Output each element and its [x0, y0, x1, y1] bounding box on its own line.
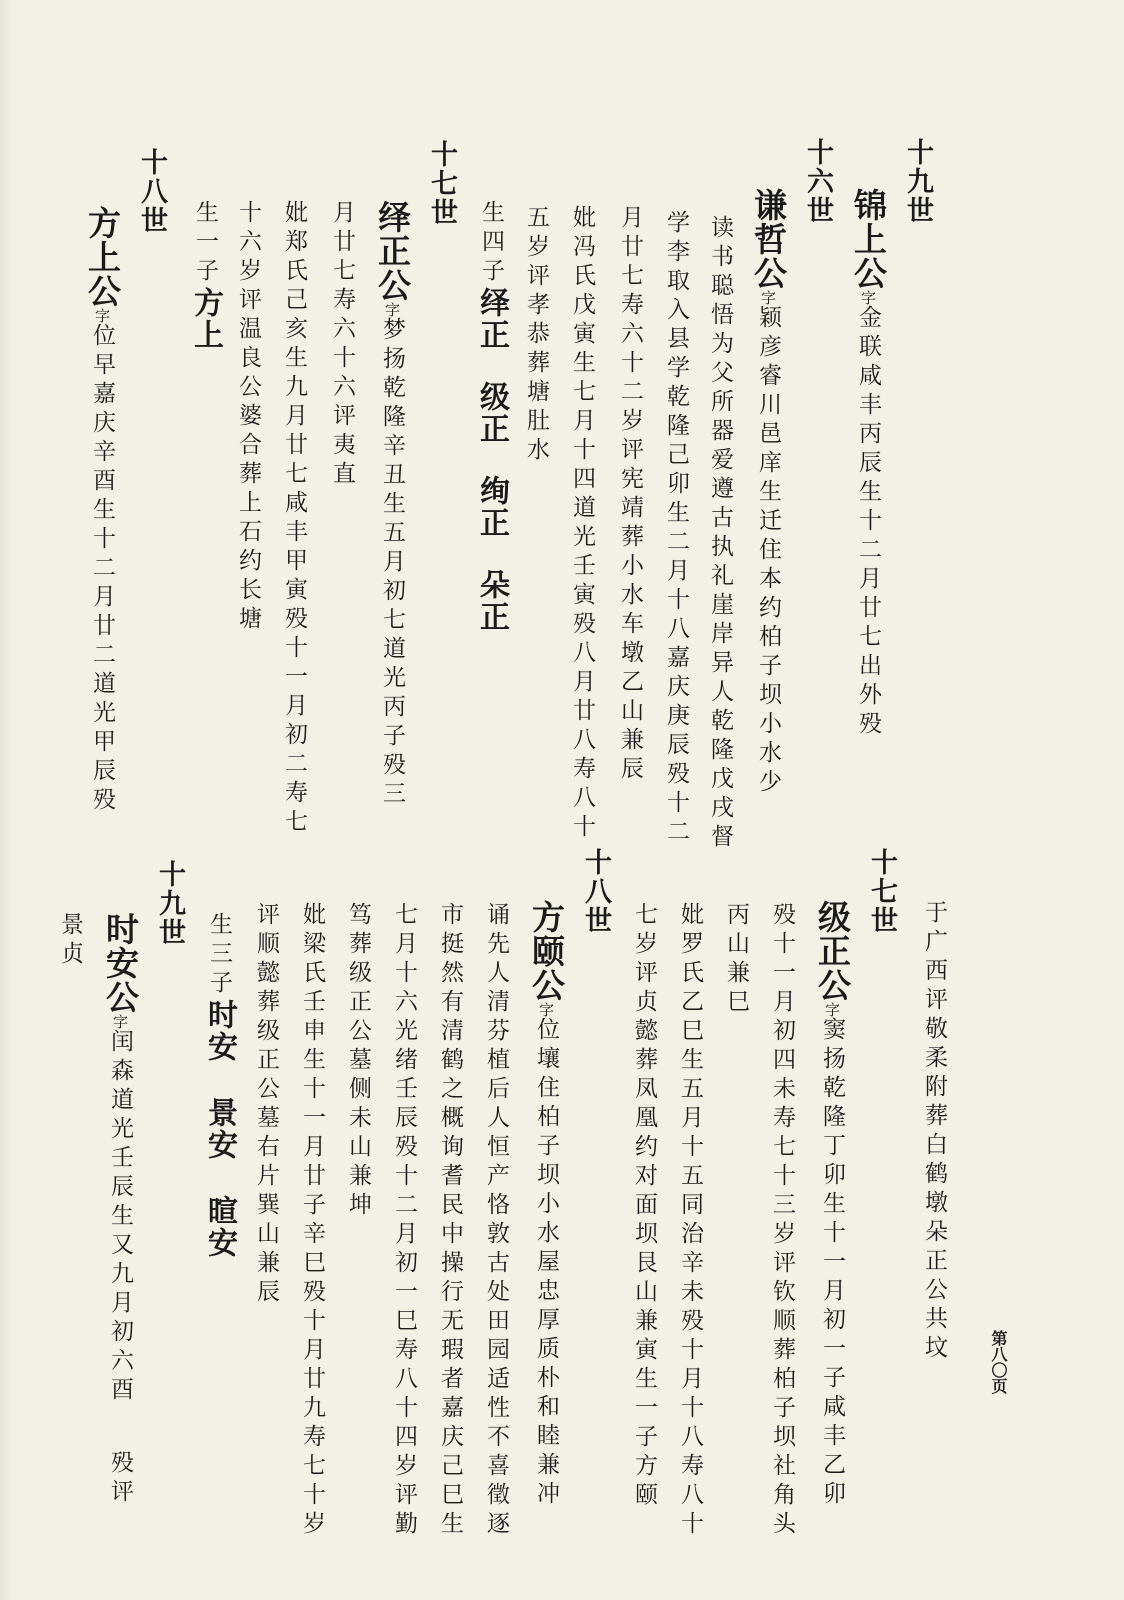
entry-fangyi: [527, 900, 566, 1510]
sons-line: [188, 200, 223, 351]
entry-qianzhe: [749, 188, 788, 798]
generation-heading: 十八世: [136, 148, 167, 235]
text-line: 丙山兼巳: [723, 902, 749, 1018]
person-name: 锦上公: [849, 188, 888, 290]
entry-text: 金联咸丰丙辰生十二月廿七出外殁: [855, 305, 881, 740]
text-line: 景贞: [57, 912, 83, 970]
page-number: 第八〇页: [989, 1330, 1008, 1394]
generation-heading: 十九世: [902, 138, 933, 225]
text-line: 评顺懿葬级正公墓右片巽山兼辰: [253, 902, 279, 1308]
entry-text: 梦扬乾隆辛丑生五月初七道光丙子殁三: [379, 317, 405, 810]
text-line: 七岁评贞懿葬凤凰约对面坝艮山兼寅生一子方颐: [631, 902, 657, 1511]
text-line: 妣郑氏己亥生九月廿七咸丰甲寅殁十一月初二寿七: [281, 200, 307, 838]
entry-text: 颖彦睿川邑庠生迁住本约柏子坝小水少: [755, 305, 781, 798]
son-name: 朵正: [474, 569, 509, 633]
courtesy-marker: 字: [859, 290, 877, 305]
text-line: 诵先人清芬植后人恒产恪敦古处田园适性不喜徵逐: [483, 902, 509, 1540]
son-name: 景安: [202, 1097, 237, 1161]
text-line: 月廿七寿六十六评夷直: [329, 200, 355, 490]
generation-heading: 十九世: [154, 860, 185, 947]
text-line: 于广西评敬柔附葬白鹤墩朵正公共坟: [921, 900, 947, 1364]
son-name: 时安: [202, 999, 237, 1063]
courtesy-marker: 字: [111, 1014, 129, 1029]
sons-line: [202, 912, 237, 1259]
entry-fangshang: [83, 206, 122, 816]
person-name: 方上公: [83, 206, 122, 308]
person-name: 级正公: [813, 900, 852, 1002]
courtesy-marker: 字: [759, 290, 777, 305]
text-line: 五岁评孝恭葬塘肚水: [523, 205, 549, 466]
son-name: 方上: [188, 287, 223, 351]
entry-text-tail: 殁评: [107, 1450, 133, 1508]
son-name: 绎正: [474, 287, 509, 351]
son-name: 绚正: [474, 475, 509, 539]
text-line: 读书聪悟为父所器爱遵古执礼崖岸异人乾隆戊戌督: [707, 215, 733, 853]
text-line: 妣梁氏壬申生十一月廿子辛巳殁十月廿九寿七十岁: [299, 902, 325, 1540]
text-line: 妣冯氏戊寅生七月十四道光壬寅殁八月廿八寿八十: [569, 205, 595, 843]
courtesy-marker: 字: [823, 1002, 841, 1017]
entry-text: 位壤住柏子坝小水屋忠厚质朴和睦兼冲: [533, 1017, 559, 1510]
generation-heading: 十八世: [580, 848, 611, 935]
person-name: 谦哲公: [749, 188, 788, 290]
sons-prefix: 生四子: [478, 200, 504, 287]
sons-prefix: 生一子: [192, 200, 218, 287]
sons-prefix: 生三子: [206, 912, 232, 999]
courtesy-marker: 字: [93, 308, 111, 323]
generation-heading: 十七世: [426, 140, 457, 227]
text-line: 七月十六光绪壬辰殁十二月初一巳寿八十四岁评勤: [391, 902, 417, 1540]
person-name: 方颐公: [527, 900, 566, 1002]
generation-heading: 十六世: [802, 138, 833, 225]
sons-line: [474, 200, 509, 633]
courtesy-marker: 字: [537, 1002, 555, 1017]
text-line: 月廿七寿六十二岁评宪靖葬小水车墩乙山兼辰: [617, 205, 643, 785]
entry-text: 窦扬乾隆丁卯生十一月初一子咸丰乙卯: [819, 1017, 845, 1510]
text-line: 殁十一月初四未寿七十三岁评钦顺葬柏子坝社角头: [769, 902, 795, 1540]
entry-jinshang: [849, 188, 888, 740]
person-name: 绎正公: [373, 200, 412, 302]
text-line: 市挺然有清鹤之概询耆民中操行无瑕者嘉庆己巳生: [437, 902, 463, 1540]
courtesy-marker: 字: [383, 302, 401, 317]
text-line: 十六岁评温良公婆合葬上石约长塘: [235, 200, 261, 635]
generation-heading: 十七世: [866, 848, 897, 935]
entry-text: 闰森道光壬辰生又九月初六酉: [107, 1029, 133, 1406]
entry-text: 位早嘉庆辛酉生十二月廿二道光甲辰殁: [89, 323, 115, 816]
text-line: 妣罗氏乙巳生五月十五同治辛未殁十月十八寿八十: [677, 902, 703, 1540]
entry-jizheng: [813, 900, 852, 1510]
son-name: 级正: [474, 381, 509, 445]
person-name: 时安公: [101, 912, 140, 1014]
text-line: 笃葬级正公墓侧未山兼坤: [345, 902, 371, 1221]
son-name: 暄安: [202, 1195, 237, 1259]
entry-shian: [101, 912, 140, 1508]
entry-yizheng: [373, 200, 412, 810]
text-line: 学李取入县学乾隆己卯生二月十八嘉庆庚辰殁十二: [663, 210, 689, 848]
